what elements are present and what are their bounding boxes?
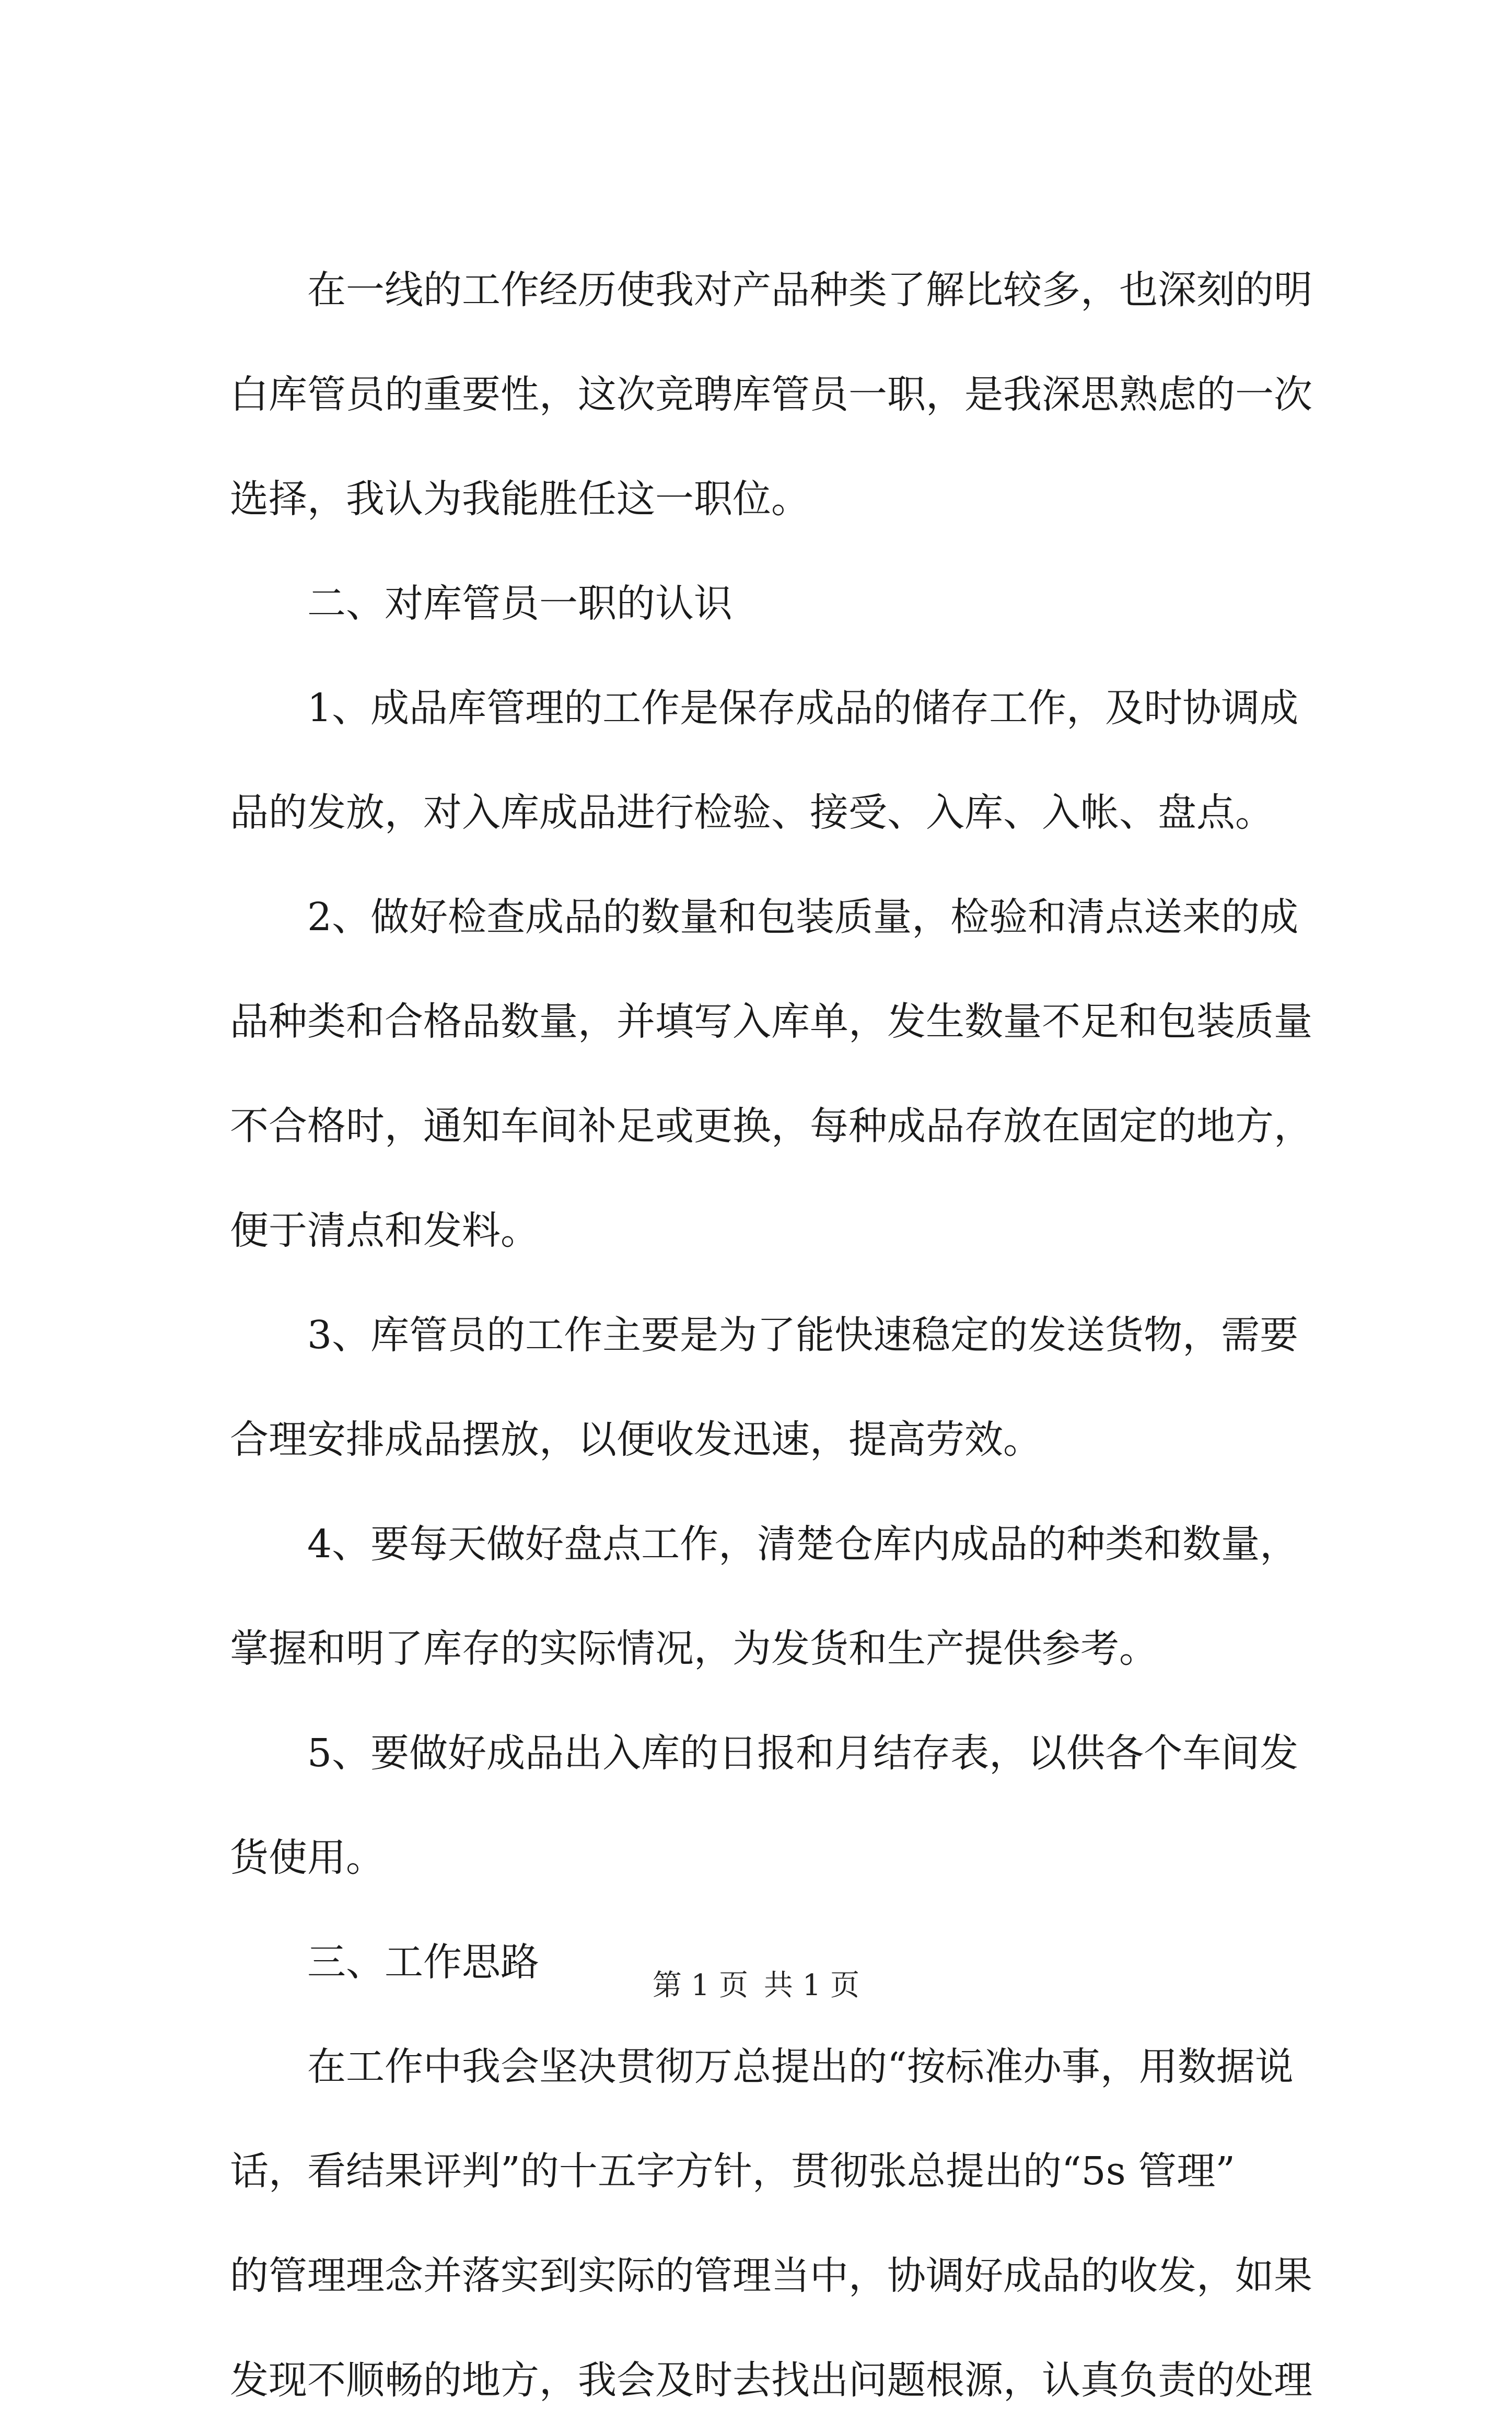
text-line: 话，看结果评判”的十五字方针，贯彻张总提出的“5s 管理” (230, 2149, 1236, 2194)
text-line: 品的发放，对入库成品进行检验、接受、入库、入帐、盘点。 (230, 790, 1274, 835)
text-line: 在一线的工作经历使我对产品种类了解比较多，也深刻的明 (307, 268, 1312, 312)
text-line: 选择，我认为我能胜任这一职位。 (230, 477, 810, 522)
text-line: 4、要每天做好盘点工作，清楚仓库内成品的种类和数量， (307, 1522, 1299, 1567)
text-line: 1、成品库管理的工作是保存成品的储存工作，及时协调成 (307, 686, 1299, 731)
text-line: 白库管员的重要性，这次竞聘库管员一职，是我深思熟虑的一次 (230, 372, 1312, 417)
text-line: 在工作中我会坚决贯彻万总提出的“按标准办事，用数据说 (307, 2044, 1294, 2089)
text-line: 便于清点和发料。 (230, 1208, 539, 1253)
text-line: 2、做好检查成品的数量和包装质量，检验和清点送来的成 (307, 895, 1299, 940)
text-line: 品种类和合格品数量，并填写入库单，发生数量不足和包装质量 (230, 999, 1312, 1044)
text-line: 掌握和明了库存的实际情况，为发货和生产提供参考。 (230, 1626, 1158, 1671)
text-line: 的管理理念并落实到实际的管理当中，协调好成品的收发，如果 (230, 2253, 1312, 2298)
text-line: 合理安排成品摆放，以便收发迅速，提高劳效。 (230, 1417, 1042, 1462)
page-footer (0, 1965, 1512, 2007)
page-number: 第 1 页 (652, 1968, 749, 2002)
text-line: 3、库管员的工作主要是为了能快速稳定的发送货物，需要 (307, 1313, 1299, 1358)
text-line: 三、工作思路 (307, 1940, 539, 1985)
text-line: 发现不顺畅的地方，我会及时去找出问题根源，认真负责的处理 (230, 2358, 1312, 2403)
text-line: 不合格时，通知车间补足或更换，每种成品存放在固定的地方， (230, 1104, 1312, 1149)
text-line: 二、对库管员一职的认识 (307, 581, 732, 626)
text-line: 货使用。 (230, 1835, 385, 1880)
page-total: 共 1 页 (763, 1968, 860, 2002)
text-line: 5、要做好成品出入库的日报和月结存表，以供各个车间发 (307, 1731, 1299, 1776)
